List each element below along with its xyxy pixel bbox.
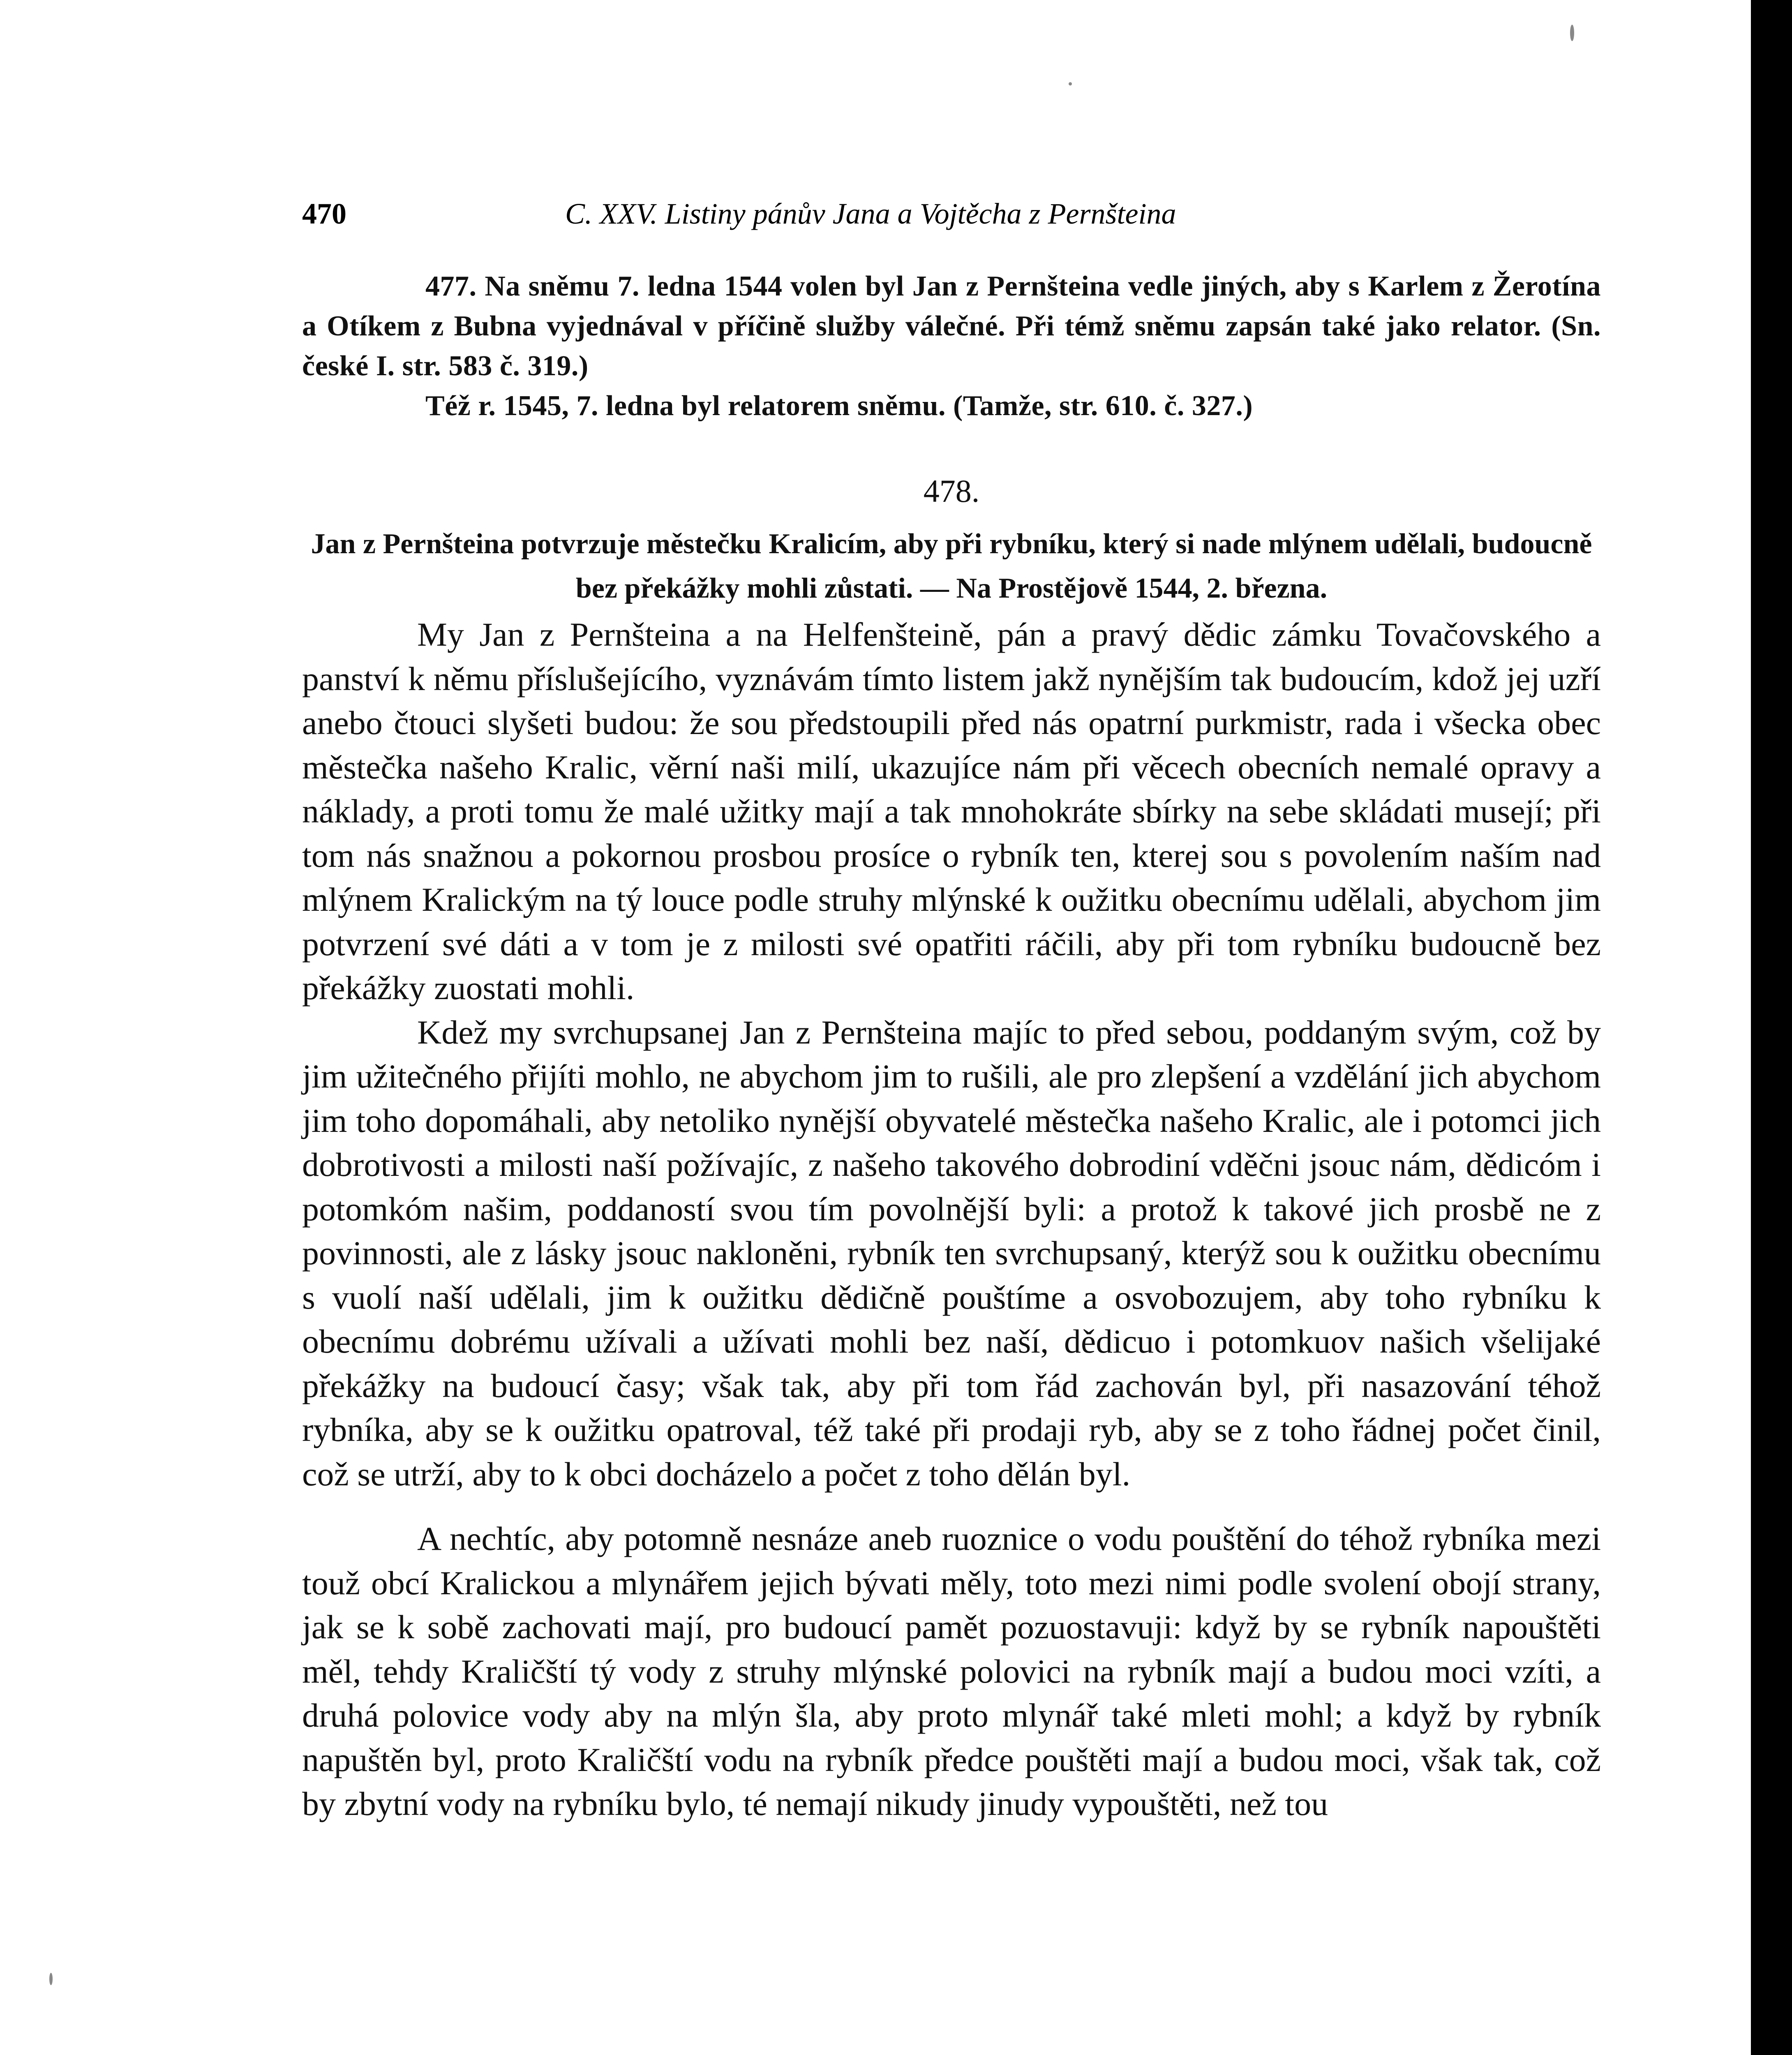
page-number: 470 (302, 197, 346, 230)
entry-paragraph: Též r. 1545, 7. ledna byl relatorem sněmu. (Tamže, str. 610. č. 327.) (425, 390, 1253, 422)
body-paragraph: My Jan z Pernšteina a na Helfenšteině, pán a pravý dědic zámku Tovačovského a panství k němu příslušejícího, vyznávám tímto listem jakž nynějším tak budoucím, kdož jej uzří anebo čtouci slyšeti budou: že sou předstoupili před nás opatrní purkmistr, rada i všecka obec městečka našeho Kralic, věrní naši milí, ukazujíce nám při věcech obecních nemalé opravy a náklady, a proti tomu že malé užitky mají a tak mnohokráte sbírky na sebe skládati musejí; při tom nás snažnou a pokornou prosbou prosíce o rybník ten, kterej sou s povolením naším nad mlýnem Kralickým na tý louce podle struhy mlýnské k oužitku obecnímu udělali, abychom jim potvrzení své dáti a v tom je z milosti své opatřiti ráčili, aby při tom rybníku budoucně bez překážky zuostati mohli. (302, 616, 1601, 1007)
page-header (302, 189, 1601, 238)
entry-paragraph: 477. Na sněmu 7. ledna 1544 volen byl Jan z Pernšteina vedle jiných, aby s Karlem z Žerotína a Otíkem z Bubna vyjednával v příčině služby válečné. Při témž sněmu zapsán také jako relator. (Sn. české I. str. 583 č. 319.) (302, 270, 1601, 382)
document-heading: Jan z Pernšteina potvrzuje městečku Kralicím, aby při rybníku, který si nade mlýnem udělali, budoucně bez překážky mohli zůstati. — Na Prostějově 1544, 2. března. (311, 528, 1592, 604)
scan-speck (1570, 25, 1574, 41)
scan-border (1751, 0, 1792, 2055)
document-body (302, 612, 1601, 1826)
document-number: 478. (923, 473, 980, 509)
body-paragraph: Kdež my svrchupsanej Jan z Pernšteina majíc to před sebou, poddaným svým, což by jim užitečného přijíti mohlo, ne abychom jim to rušili, ale pro zlepšení a vzdělání jich abychom jim toho dopomáhali, aby netoliko nynější obyvatelé městečka našeho Kralic, ale i potomci jich dobrotivosti a milosti naší požívajíc, z našeho takového dobrodiní vděčni jsouc nám, dědicóm i potomkóm našim, poddaností svou tím povolnější byli: a protož k takové jich prosbě ne z povinnosti, ale z lásky jsouc nakloněni, rybník ten svrchupsaný, kterýž sou k oužitku obecnímu s vuolí naší udělali, jim k oužitku dědičně pouštíme a osvobozujem, aby toho rybníku k obecnímu dobrému užívali a užívati mohli bez naší, dědicuo i potomkuov našich všelijaké překážky na budoucí časy; však tak, aby při tom řád zachován byl, při nasazování téhož rybníka, aby se k oužitku opatroval, též také při prodaji ryb, aby se z toho řádnej počet činil, což se utrží, aby to k obci docházelo a počet z toho dělán byl. (302, 1013, 1601, 1493)
body-paragraph: A nechtíc, aby potomně nesnáze aneb ruoznice o vodu pouštění do téhož rybníka mezi touž obcí Kralickou a mlynářem jejich bývati měly, toto mezi nimi podle svolení obojí strany, jak se k sobě zachovati mají, pro budoucí pamět pozuostavuji: když by se rybník napouštěti měl, tehdy Kraličští tý vody z struhy mlýnské polovici na rybník mají a budou moci vzíti, a druhá polovice vody aby na mlýn šla, aby proto mlynář také mleti mohl; a když by rybník napuštěn byl, proto Kraličští vodu na rybník předce pouštěti mají a budou moci, však tak, což by zbytní vody na rybníku bylo, té nemají nikudy jinudy vypouštěti, než tou (302, 1520, 1601, 1822)
running-title: C. XXV. Listiny pánův Jana a Vojtěcha z Pernšteina (565, 197, 1176, 230)
scan-speck (1069, 82, 1072, 85)
entry-477 (302, 266, 1601, 426)
scan-speck (49, 1973, 53, 1985)
